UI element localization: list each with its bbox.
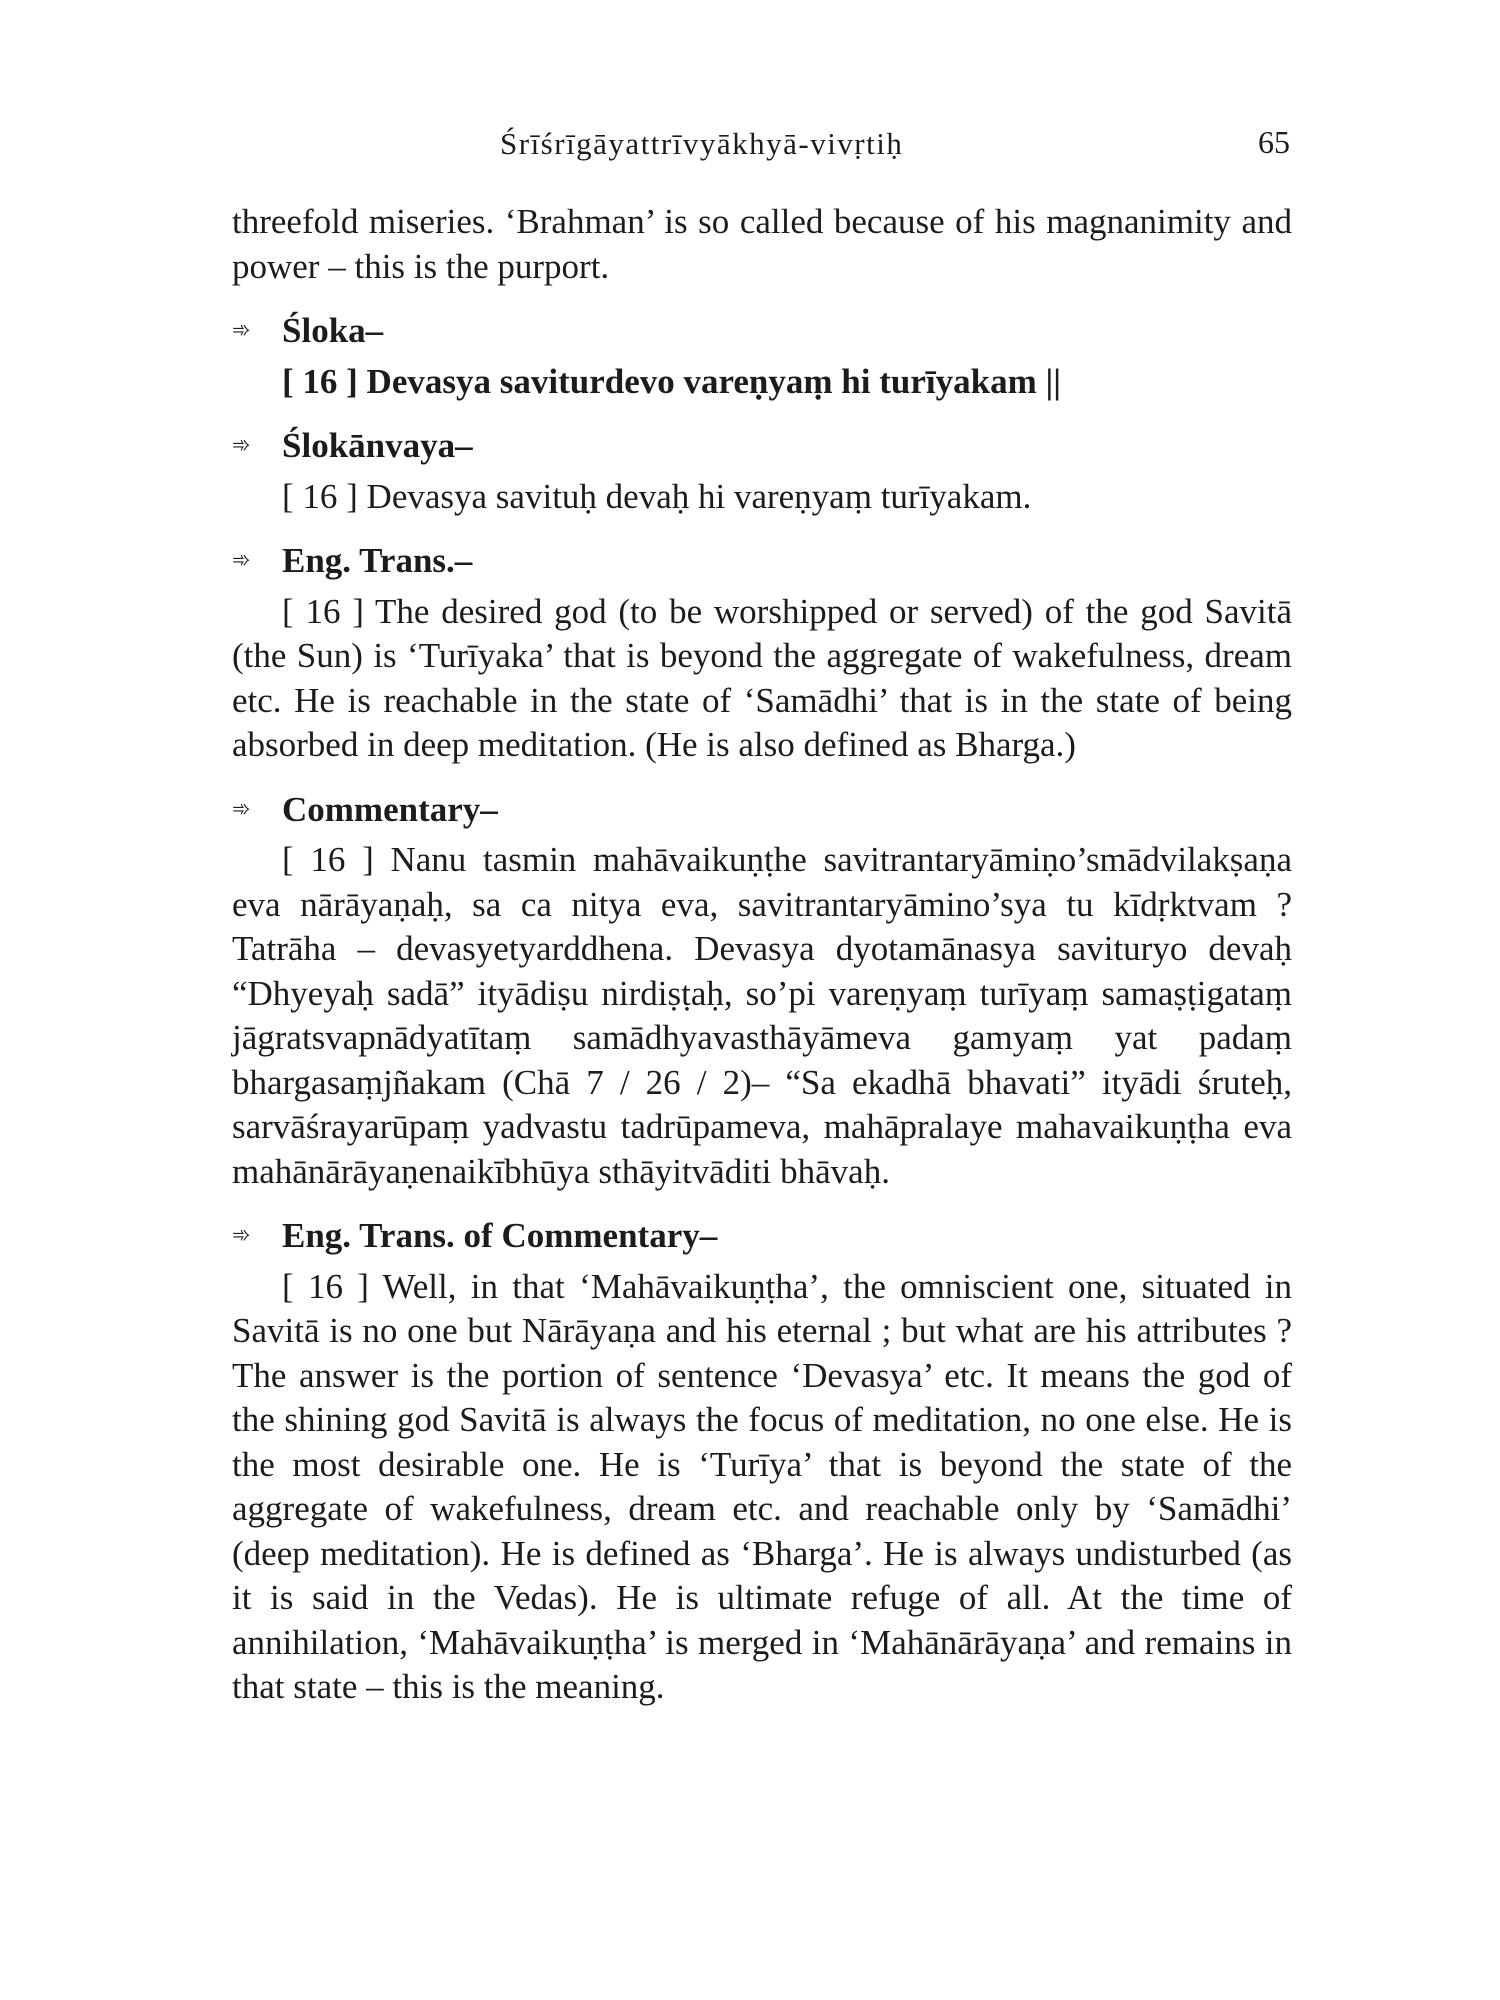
- arrow-icon: ➾: [232, 796, 251, 822]
- sloka-heading-label: Śloka–: [282, 311, 384, 350]
- slokanvaya-heading-label: Ślokānvaya–: [282, 426, 473, 465]
- arrow-icon: ➾: [232, 1223, 251, 1248]
- sloka-heading: [232, 309, 1292, 354]
- arrow-icon: ➾: [232, 433, 251, 458]
- slokanvaya-heading: [232, 424, 1292, 469]
- eng-trans-heading: [232, 539, 1292, 584]
- sloka-text: [ 16 ] Devasya saviturdevo vareṇyaṃ hi turīyakam ||: [282, 361, 1061, 401]
- commentary-heading: [232, 788, 1292, 833]
- eng-trans-commentary-heading: [232, 1214, 1292, 1259]
- eng-trans-heading-label: Eng. Trans.–: [282, 541, 473, 580]
- commentary-heading-label: Commentary–: [282, 789, 498, 829]
- eng-trans-commentary-heading-label: Eng. Trans. of Commentary–: [282, 1216, 718, 1255]
- page-number: 65: [1258, 124, 1290, 160]
- eng-trans-commentary-text: [ 16 ] Well, in that ‘Mahāvaikuṇṭha’, the omniscient one, situated in Savitā is no one but Nārāyaṇa and his eternal ; but what are his attributes ? The answer is the portion of sentence ‘Devasya’ etc. It means the god of the shining god Savitā is always the focus of meditation, no one else. He is the most desirable one. He is ‘Turīya’ that is beyond the state of the aggregate of wakefulness, dream etc. and reachable only by ‘Samādhi’ (deep meditation). He is defined as ‘Bharga’. He is always undisturbed (as it is said in the Vedas). He is ultimate refuge of all. At the time of annihilation, ‘Mahāvaikuṇṭha’ is merged in ‘Mahānārāyaṇa’ and remains in that state – this is the meaning.: [232, 1266, 1292, 1706]
- body-text: [232, 200, 1292, 1710]
- commentary-text: [ 16 ] Nanu tasmin mahāvaikuṇṭhe savitrantaryāmiṇo’smādvilakṣaṇa eva nārāyaṇaḥ, sa ca nitya eva, savitrantaryāmino’sya tu kīdṛktvam ? Tatrāha – devasyetyarddhena. Devasya dyotamānasya savituryo devaḥ “Dhyeyaḥ sadā” ityādiṣu nirdiṣṭaḥ, so’pi vareṇyaṃ turīyaṃ samaṣṭigataṃ jāgratsvapnādyatītaṃ samādhyavasthāyāmeva gamyaṃ yat padaṃ bhargasaṃjñakam (Chā 7 / 26 / 2)– “Sa ekadhā bhavati” ityādi śruteḥ, sarvāśrayarūpaṃ yadvastu tadrūpameva, mahāpralaye mahavaikuṇṭha eva mahānārāyaṇenaikībhūya sthāyitvāditi bhāvaḥ.: [232, 840, 1292, 1191]
- eng-trans-text: [ 16 ] The desired god (to be worshipped or served) of the god Savitā (the Sun) is ‘Turīyaka’ that is beyond the aggregate of wakefulness, dream etc. He is reachable in the state of ‘Samādhi’ that is in the state of being absorbed in deep meditation. (He is also defined as Bharga.): [232, 591, 1292, 764]
- running-title: Śrīśrīgāyattrīvyākhyā-vivṛtiḥ: [500, 126, 904, 161]
- slokanvaya-text: [ 16 ] Devasya savituḥ devaḥ hi vareṇyaṃ turīyakam.: [282, 476, 1032, 516]
- arrow-icon: ➾: [232, 318, 251, 343]
- arrow-icon: ➾: [232, 548, 251, 573]
- intro-paragraph: threefold miseries. ‘Brahman’ is so called because of his magnanimity and power – this is the purport.: [232, 202, 1292, 286]
